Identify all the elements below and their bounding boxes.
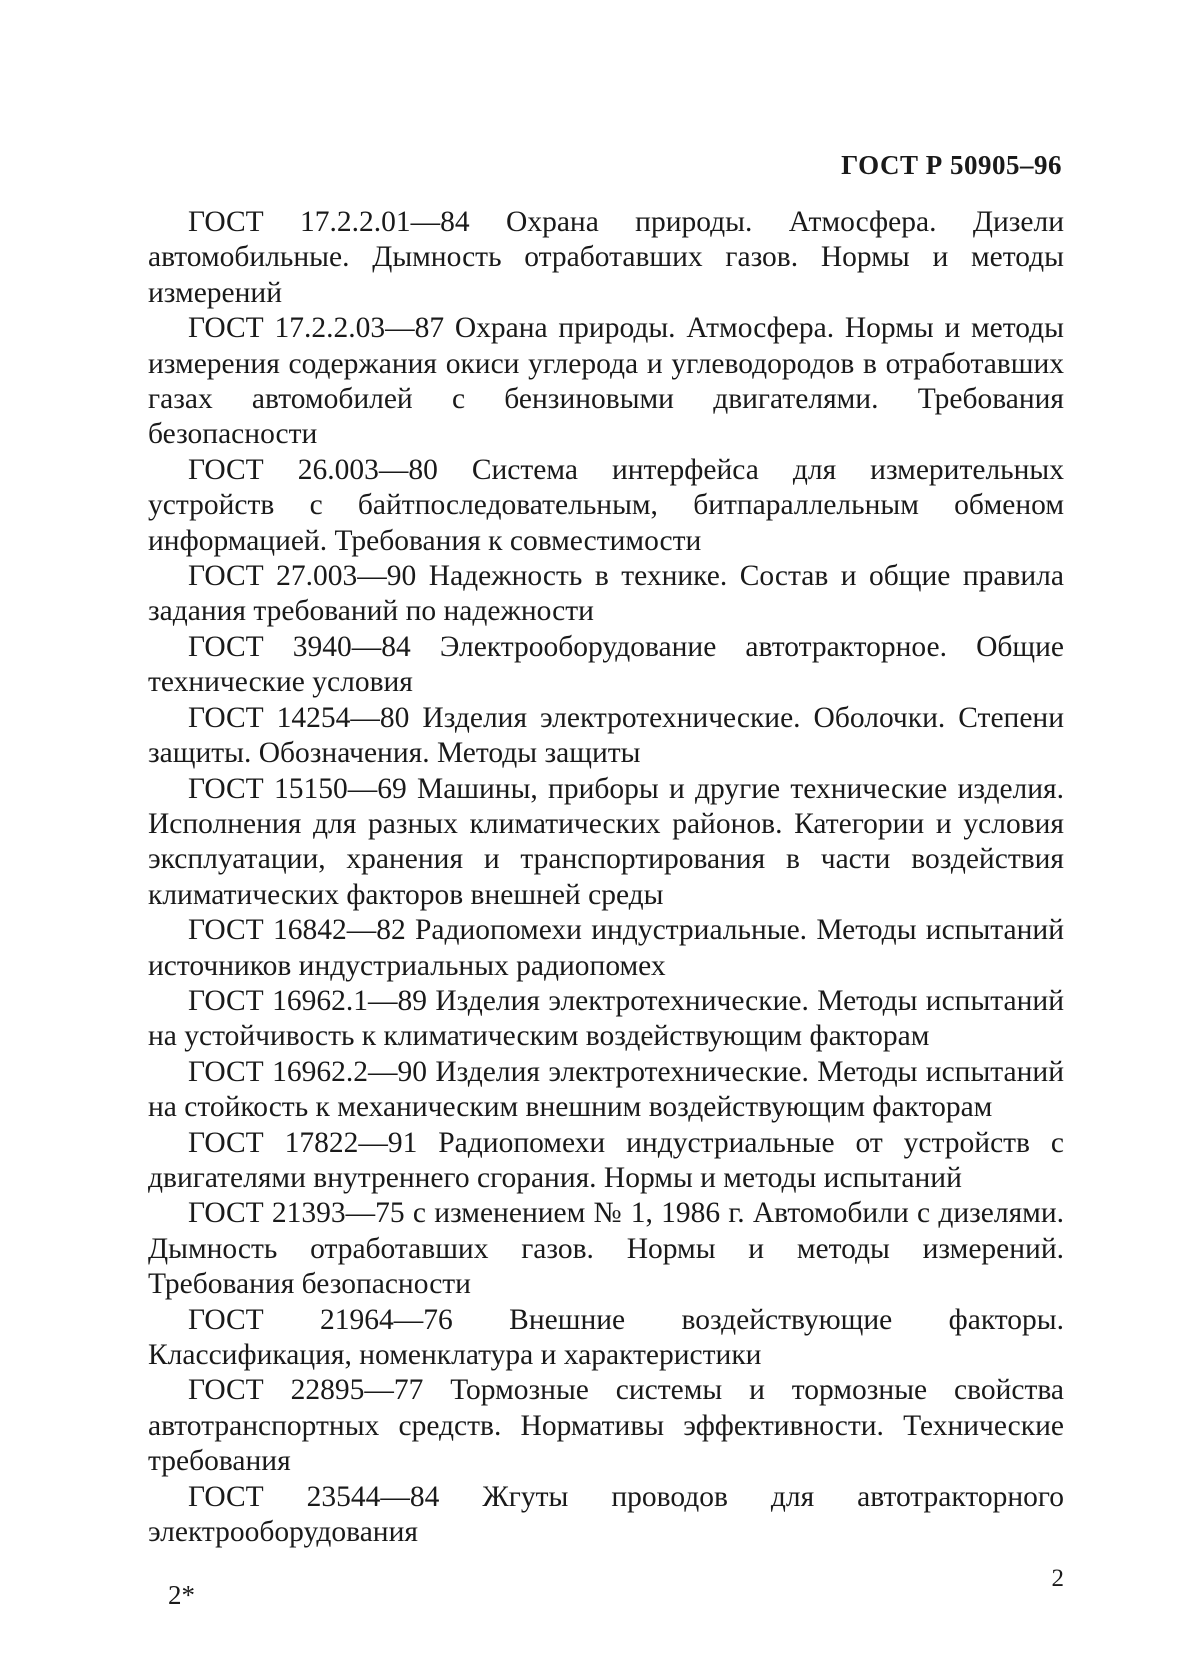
normative-references-list (148, 205, 1064, 1550)
document-code-header: ГОСТ Р 50905–96 (841, 150, 1062, 180)
reference-item: ГОСТ 27.003—90 Надежность в технике. Состав и общие правила задания требований по надежности (148, 560, 1064, 628)
reference-item: ГОСТ 23544—84 Жгуты проводов для автотракторного электрооборудования (148, 1480, 1064, 1549)
reference-item: ГОСТ 14254—80 Изделия электротехнические. Оболочки. Степени защиты. Обозначения. Методы защиты (148, 701, 1064, 770)
reference-item: ГОСТ 16962.2—90 Изделия электротехнические. Методы испытаний на стойкость к механическим внешним воздействующим факторам (148, 1055, 1064, 1124)
reference-item: ГОСТ 15150—69 Машины, приборы и другие технические изделия. Исполнения для разных климатических районов. Категории и условия эксплуатации, хранения и транспортирования в части воздействия климатических факторов внешней среды (148, 772, 1064, 911)
reference-item: ГОСТ 22895—77 Тормозные системы и тормозные свойства автотранспортных средств. Нормативы эффективности. Технические требования (148, 1374, 1064, 1478)
reference-item: ГОСТ 21964—76 Внешние воздействующие факторы. Классификация, номенклатура и характеристики (148, 1303, 1064, 1371)
reference-item: ГОСТ 21393—75 с изменением № 1, 1986 г. Автомобили с дизелями. Дымность отработавших газов. Нормы и методы измерений. Требования безопасности (148, 1197, 1064, 1301)
reference-item: ГОСТ 17.2.2.01—84 Охрана природы. Атмосфера. Дизели автомобильные. Дымность отработавших газов. Нормы и методы измерений (148, 206, 1064, 309)
signature-mark: 2* (168, 1580, 195, 1610)
reference-item: ГОСТ 17822—91 Радиопомехи индустриальные от устройств с двигателями внутреннего сгорания. Нормы и методы испытаний (148, 1126, 1064, 1194)
reference-item: ГОСТ 3940—84 Электрооборудование автотракторное. Общие технические условия (148, 630, 1064, 699)
reference-item: ГОСТ 17.2.2.03—87 Охрана природы. Атмосфера. Нормы и методы измерения содержания окиси углерода и углеводородов в отработавших газах автомобилей с бензиновыми двигателями. Требования безопасности (148, 312, 1064, 451)
page-number: 2 (1051, 1565, 1064, 1592)
reference-item: ГОСТ 16962.1—89 Изделия электротехнические. Методы испытаний на устойчивость к климатическим воздействующим факторам (148, 984, 1064, 1053)
reference-item: ГОСТ 26.003—80 Система интерфейса для измерительных устройств с байтпоследовательным, битпараллельным обменом информацией. Требования к совместимости (148, 453, 1064, 557)
reference-item: ГОСТ 16842—82 Радиопомехи индустриальные. Методы испытаний источников индустриальных радиопомех (148, 914, 1064, 982)
